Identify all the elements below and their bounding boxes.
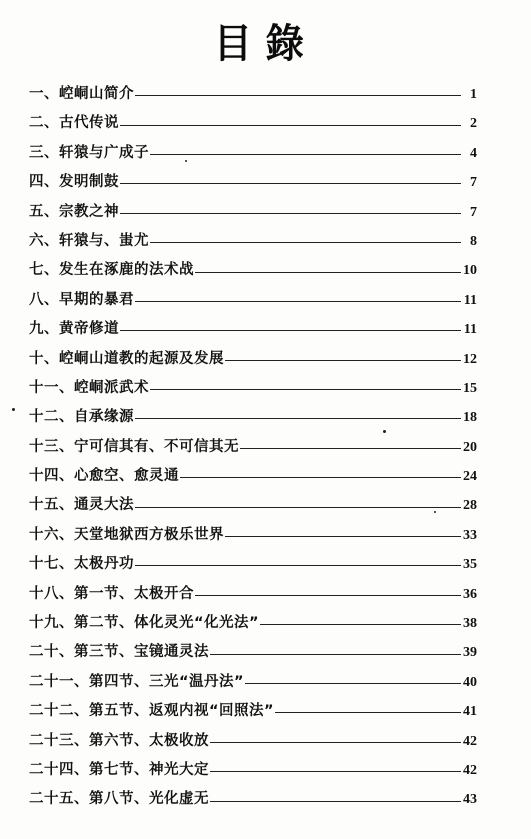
toc-entry-label: 十五、通灵大法 (29, 497, 134, 514)
leader-line (210, 742, 461, 743)
toc-entry-label: 二十三、第六节、太极收放 (29, 732, 209, 749)
toc-entry (29, 227, 477, 256)
leader-line (210, 771, 461, 772)
leader-line (120, 330, 461, 331)
toc-entry (29, 785, 477, 814)
toc-entry-label: 十、崆峒山道教的起源及发展 (29, 350, 224, 367)
leader-line (135, 418, 461, 419)
toc-entry-page-number: 11 (463, 322, 477, 338)
toc-entry (29, 580, 477, 609)
leader-line (210, 654, 461, 655)
leader-line (120, 125, 461, 126)
toc-entry-label: 二十、第三节、宝镜通灵法 (29, 644, 209, 661)
toc-entry-page-number: 1 (470, 87, 477, 102)
toc-entry-page-number: 10 (463, 263, 477, 279)
toc-entry (29, 550, 477, 579)
toc-entry-label: 一、崆峒山简介 (29, 86, 134, 102)
leader-line (120, 213, 461, 214)
toc-entry-label: 十九、第二节、体化灵光“化光法” (29, 615, 260, 632)
scan-speck (12, 408, 15, 411)
toc-entry-label: 十七、太极丹功 (29, 556, 134, 573)
scan-speck (383, 430, 386, 433)
toc-entry (29, 198, 477, 227)
toc-entry-label: 十三、宁可信其有、不可信其无 (29, 438, 239, 455)
toc-entry-label: 十一、崆峒派武术 (29, 379, 149, 396)
leader-line (180, 477, 461, 478)
toc-entry-page-number: 15 (463, 380, 477, 396)
toc-entry-label: 六、轩猿与、蚩尤 (29, 232, 149, 249)
toc-entry-label: 十六、天堂地狱西方极乐世界 (29, 526, 224, 543)
toc-entry-label: 十四、心愈空、愈灵通 (29, 468, 179, 485)
toc-entry (29, 491, 477, 520)
toc-entry (29, 286, 477, 315)
toc-entry-label: 三、轩猿与广成子 (29, 144, 149, 161)
leader-line (135, 565, 461, 566)
toc-entry-page-number: 28 (463, 498, 477, 514)
leader-line (135, 95, 461, 96)
toc-entry (29, 256, 477, 285)
toc-entry (29, 315, 477, 344)
toc-entry (29, 403, 477, 432)
leader-line (245, 683, 461, 684)
toc-entry-page-number: 33 (463, 527, 477, 543)
toc-entry (29, 345, 477, 374)
toc-entry-page-number: 12 (463, 351, 477, 367)
toc-entry-label: 十八、第一节、太极开合 (29, 585, 194, 602)
toc-entry-page-number: 40 (463, 674, 477, 690)
toc-entry-page-number: 42 (463, 733, 477, 749)
scan-speck (185, 160, 187, 162)
leader-line (225, 536, 461, 537)
toc-entry (29, 139, 477, 168)
toc-entry-page-number: 24 (463, 469, 477, 485)
toc-entry (29, 433, 477, 462)
leader-line (135, 507, 461, 508)
page-title: 目錄 (213, 20, 318, 67)
toc-entry-page-number: 7 (470, 175, 477, 191)
leader-line (260, 624, 461, 625)
toc-entry (29, 521, 477, 550)
toc-entry-page-number: 41 (463, 704, 477, 720)
toc-entry (29, 638, 477, 667)
scan-speck (434, 511, 436, 513)
toc-entry-page-number: 38 (463, 616, 477, 632)
table-of-contents (29, 80, 477, 815)
leader-line (225, 360, 461, 361)
leader-line (195, 272, 461, 273)
toc-entry-label: 五、宗教之神 (29, 203, 119, 220)
toc-entry (29, 80, 477, 109)
toc-entry-page-number: 4 (470, 145, 477, 161)
toc-entry (29, 609, 477, 638)
leader-line (275, 712, 461, 713)
toc-entry-page-number: 18 (463, 410, 477, 426)
toc-entry (29, 462, 477, 491)
leader-line (195, 595, 461, 596)
toc-entry-label: 九、黄帝修道 (29, 321, 119, 338)
toc-entry-page-number: 36 (463, 586, 477, 602)
toc-entry-label: 二十四、第七节、神光大定 (29, 761, 209, 778)
toc-entry (29, 697, 477, 726)
toc-entry-label: 二、古代传说 (29, 115, 119, 132)
toc-entry-page-number: 39 (463, 645, 477, 661)
leader-line (150, 242, 461, 243)
toc-entry-page-number: 42 (463, 762, 477, 778)
leader-line (120, 183, 461, 184)
toc-entry-label: 八、早期的暴君 (29, 291, 134, 308)
toc-entry (29, 756, 477, 785)
toc-entry-page-number: 11 (463, 292, 477, 308)
toc-entry (29, 109, 477, 138)
toc-entry-page-number: 35 (463, 557, 477, 573)
leader-line (240, 448, 461, 449)
toc-entry-label: 二十二、第五节、返观内视“回照法” (29, 703, 275, 720)
toc-entry-page-number: 20 (463, 439, 477, 455)
toc-entry (29, 374, 477, 403)
toc-entry-page-number: 7 (470, 204, 477, 220)
toc-entry-label: 十二、自承缘源 (29, 409, 134, 426)
toc-entry-label: 二十五、第八节、光化虚无 (29, 791, 209, 808)
toc-entry-label: 七、发生在涿鹿的法术战 (29, 262, 194, 279)
toc-entry (29, 727, 477, 756)
leader-line (150, 389, 461, 390)
leader-line (135, 301, 461, 302)
toc-entry (29, 668, 477, 697)
leader-line (150, 154, 461, 155)
toc-entry (29, 168, 477, 197)
toc-entry-page-number: 2 (470, 116, 477, 132)
toc-entry-page-number: 43 (463, 792, 477, 808)
toc-entry-page-number: 8 (470, 233, 477, 249)
toc-entry-label: 二十一、第四节、三光“温丹法” (29, 673, 245, 690)
leader-line (210, 801, 461, 802)
toc-entry-label: 四、发明制鼓 (29, 174, 119, 191)
